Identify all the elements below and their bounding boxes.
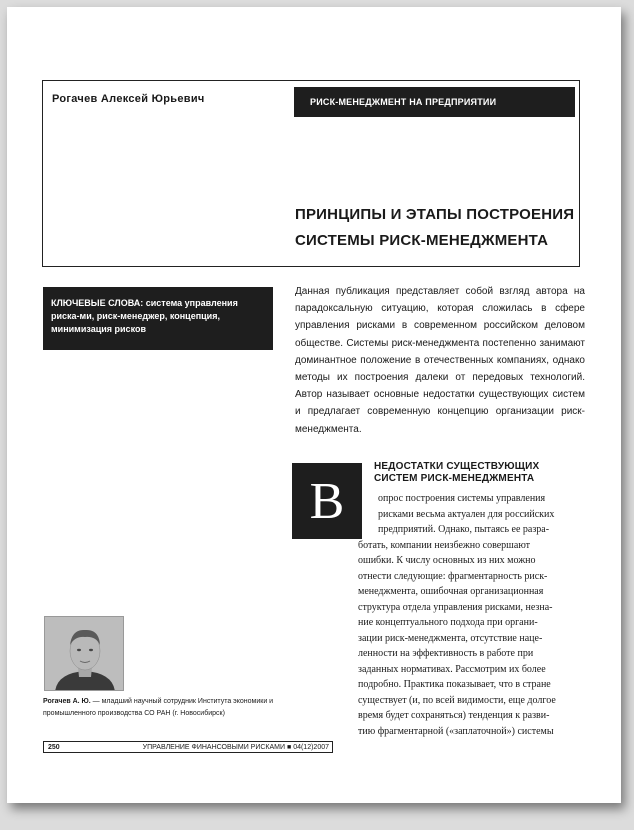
section-heading-line-1: НЕДОСТАТКИ СУЩЕСТВУЮЩИХ <box>374 461 540 472</box>
body-column <box>292 491 585 739</box>
body-line: структура отдела управления рисками, незна- <box>358 601 553 613</box>
body-line: отнести следующие: фрагментарность риск- <box>358 570 548 582</box>
dropcap-letter: В <box>292 463 362 539</box>
body-line: существует (и, по всей видимости, еще долгое <box>358 694 556 706</box>
body-line: ние концептуального подхода при органи- <box>358 617 538 628</box>
rubric-banner <box>294 87 575 117</box>
body-line: тию фрагментарной («заплаточной») системы <box>358 725 554 737</box>
page-number: 250 <box>48 743 60 751</box>
body-line: менеджмента, ошибочная организационная <box>358 586 544 597</box>
author-name: Рогачев Алексей Юрьевич <box>52 93 205 105</box>
journal-name: УПРАВЛЕНИЕ ФИНАНСОВЫМИ РИСКАМИ <box>142 743 286 751</box>
issue-number: 04(12)2007 <box>293 743 329 751</box>
journal-info <box>138 744 332 751</box>
body-line: ленности на эффективность в работе при <box>358 648 534 659</box>
title-line-1: ПРИНЦИПЫ И ЭТАПЫ ПОСТРОЕНИЯ <box>295 206 575 223</box>
body-line: ошибки. К числу основных из них можно <box>358 555 536 566</box>
author-photo <box>44 616 124 691</box>
body-line: подробно. Практика показывает, что в стране <box>358 679 551 690</box>
title-line-2: СИСТЕМЫ РИСК-МЕНЕДЖМЕНТА <box>295 232 549 249</box>
square-icon: ■ <box>287 743 292 751</box>
article-title <box>295 202 575 254</box>
portrait-image <box>45 617 124 691</box>
body-line: заданных нормативах. Рассмотрим их более <box>358 663 546 675</box>
section-heading <box>374 461 584 485</box>
caption-name: Рогачев А. Ю. <box>43 698 91 705</box>
body-line: рисками весьма актуален для российских <box>378 508 555 520</box>
body-line: зации риск-менеджмента, отсутствие наце- <box>358 632 543 644</box>
section-heading-line-2: СИСТЕМ РИСК-МЕНЕДЖМЕНТА <box>374 473 535 484</box>
author-caption <box>43 696 277 720</box>
caption-text: — младший научный сотрудник Института экономики и промышленного производства СО РАН (г. Новосибирск) <box>43 698 274 717</box>
keywords-box <box>43 287 273 350</box>
body-line: ботать, компании неизбежно совершают <box>358 539 531 551</box>
body-line: опрос построения системы управления <box>378 493 546 504</box>
keywords-text: КЛЮЧЕВЫЕ СЛОВА: система управления риска-ми, риск-менеджер, концепция, минимизация рисков <box>51 298 238 334</box>
body-line: время будет сохраняться) тенденция к разви- <box>358 710 550 721</box>
rubric-label: РИСК-МЕНЕДЖМЕНТ НА ПРЕДПРИЯТИИ <box>310 97 497 107</box>
body-line: предприятий. Однако, пытаясь ее разра- <box>378 524 550 535</box>
abstract-text: Данная публикация представляет собой взгляд автора на парадоксальную ситуацию, которая сложилась в сфере управления рисками в современном российском деловом обществе. Системы риск-менеджмента постепенно занимают доминантное положение в отечественных компаниях, однако методы их построения далеки от передовых технологий. Автор называет основные недостатки существующих систем и предлагает современную концепцию организации риск-менеджмента. <box>295 286 585 435</box>
page-footer <box>43 741 333 753</box>
